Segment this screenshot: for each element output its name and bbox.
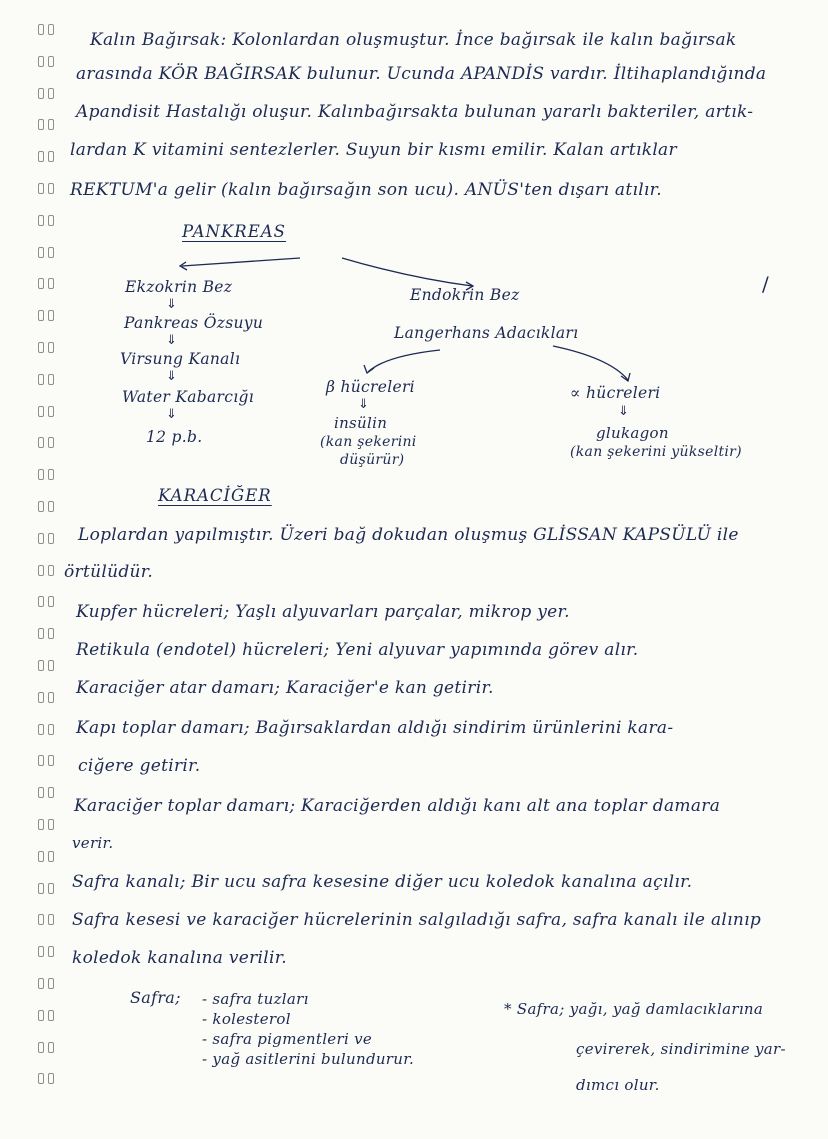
- portal-vein-1: Kapı toplar damarı; Bağırsaklardan aldığı sindirim ürünlerini kara-: [76, 718, 674, 738]
- spiral-ring: [36, 22, 58, 34]
- down-arrow-icon: ⇓: [166, 297, 177, 312]
- insulin-note-1: (kan şekerini: [320, 434, 417, 450]
- bile-item-3: - safra pigmentleri ve: [202, 1030, 373, 1048]
- spiral-ring: [36, 531, 58, 543]
- spiral-binding: [36, 22, 60, 1102]
- spiral-ring: [36, 499, 58, 511]
- spiral-ring: [36, 308, 58, 320]
- glucagon: glukagon: [596, 424, 669, 442]
- spiral-ring: [36, 54, 58, 66]
- spiral-ring: [36, 785, 58, 797]
- intestine-line-4: lardan K vitamini sentezlerler. Suyun bir kısmı emilir. Kalan artıklar: [70, 140, 677, 160]
- beta-cells: β hücreleri: [326, 378, 415, 396]
- pankreas-heading: PANKREAS: [182, 222, 286, 241]
- liver-intro-2: örtülüdür.: [64, 562, 154, 582]
- spiral-ring: [36, 467, 58, 479]
- spiral-ring: [36, 912, 58, 924]
- portal-vein-2: ciğere getirir.: [78, 756, 201, 776]
- spiral-ring: [36, 817, 58, 829]
- hepatic-artery: Karaciğer atar damarı; Karaciğer'e kan getirir.: [76, 678, 494, 698]
- spiral-ring: [36, 753, 58, 765]
- spiral-ring: [36, 626, 58, 638]
- alpha-cells: ∝ hücreleri: [570, 384, 661, 402]
- langerhans-islets: Langerhans Adacıkları: [394, 324, 579, 342]
- bile-note-1: * Safra; yağı, yağ damlacıklarına: [504, 1000, 764, 1018]
- bile-duct-1: Safra kanalı; Bir ucu safra kesesine diğer ucu koledok kanalına açılır.: [72, 872, 693, 892]
- spiral-ring: [36, 213, 58, 225]
- bile-item-4: - yağ asitlerini bulundurur.: [202, 1050, 415, 1068]
- spiral-ring: [36, 881, 58, 893]
- spiral-ring: [36, 1040, 58, 1052]
- down-arrow-icon: ⇓: [618, 404, 629, 419]
- retikula-cells: Retikula (endotel) hücreleri; Yeni alyuvar yapımında görev alır.: [76, 640, 639, 660]
- spiral-ring: [36, 117, 58, 129]
- intestine-line-1: Kalın Bağırsak: Kolonlardan oluşmuştur. İnce bağırsak ile kalın bağırsak: [90, 30, 737, 50]
- spiral-ring: [36, 340, 58, 352]
- insulin: insülin: [334, 414, 388, 432]
- spiral-ring: [36, 1008, 58, 1020]
- insulin-note-2: düşürür): [340, 452, 405, 468]
- spiral-ring: [36, 849, 58, 861]
- exocrine-step-4: 12 p.b.: [146, 428, 203, 446]
- bile-label: Safra;: [130, 988, 181, 1007]
- bile-duct-3: koledok kanalına verilir.: [72, 948, 288, 968]
- spiral-ring: [36, 944, 58, 956]
- bile-duct-2: Safra kesesi ve karaciğer hücrelerinin salgıladığı safra, safra kanalı ile alınıp: [72, 910, 762, 930]
- check-mark: /: [762, 272, 770, 296]
- endocrine-title: Endokrin Bez: [410, 286, 520, 304]
- spiral-ring: [36, 594, 58, 606]
- hepatic-vein-1: Karaciğer toplar damarı; Karaciğerden aldığı kanı alt ana toplar damara: [74, 796, 721, 816]
- exocrine-step-3: Water Kabarcığı: [122, 388, 254, 406]
- spiral-ring: [36, 404, 58, 416]
- spiral-ring: [36, 1071, 58, 1083]
- down-arrow-icon: ⇓: [358, 397, 369, 412]
- hepatic-vein-2: verir.: [72, 834, 114, 852]
- down-arrow-icon: ⇓: [166, 407, 177, 422]
- exocrine-title: Ekzokrin Bez: [125, 278, 233, 296]
- bile-note-2: çevirerek, sindirimine yar-: [576, 1040, 786, 1058]
- spiral-ring: [36, 976, 58, 988]
- intestine-line-2: arasında KÖR BAĞIRSAK bulunur. Ucunda APANDİS vardır. İltihaplandığında: [76, 64, 767, 84]
- karaciger-heading: KARACİĞER: [158, 486, 272, 505]
- bile-note-3: dımcı olur.: [576, 1076, 660, 1094]
- spiral-ring: [36, 276, 58, 288]
- spiral-ring: [36, 86, 58, 98]
- spiral-ring: [36, 181, 58, 193]
- bile-item-2: - kolesterol: [202, 1010, 291, 1028]
- kupfer-cells: Kupfer hücreleri; Yaşlı alyuvarları parçalar, mikrop yer.: [76, 602, 570, 622]
- exocrine-step-1: Pankreas Özsuyu: [124, 314, 264, 332]
- bile-item-1: - safra tuzları: [202, 990, 309, 1008]
- liver-intro-1: Loplardan yapılmıştır. Üzeri bağ dokudan oluşmuş GLİSSAN KAPSÜLÜ ile: [78, 525, 739, 545]
- spiral-ring: [36, 658, 58, 670]
- intestine-line-3: Apandisit Hastalığı oluşur. Kalınbağırsakta bulunan yararlı bakteriler, artık-: [76, 102, 754, 122]
- down-arrow-icon: ⇓: [166, 333, 177, 348]
- spiral-ring: [36, 435, 58, 447]
- glucagon-note: (kan şekerini yükseltir): [570, 444, 742, 460]
- spiral-ring: [36, 722, 58, 734]
- down-arrow-icon: ⇓: [166, 369, 177, 384]
- intestine-line-5: REKTUM'a gelir (kalın bağırsağın son ucu). ANÜS'ten dışarı atılır.: [70, 180, 662, 200]
- spiral-ring: [36, 149, 58, 161]
- exocrine-step-2: Virsung Kanalı: [120, 350, 241, 368]
- spiral-ring: [36, 563, 58, 575]
- spiral-ring: [36, 245, 58, 257]
- spiral-ring: [36, 690, 58, 702]
- spiral-ring: [36, 372, 58, 384]
